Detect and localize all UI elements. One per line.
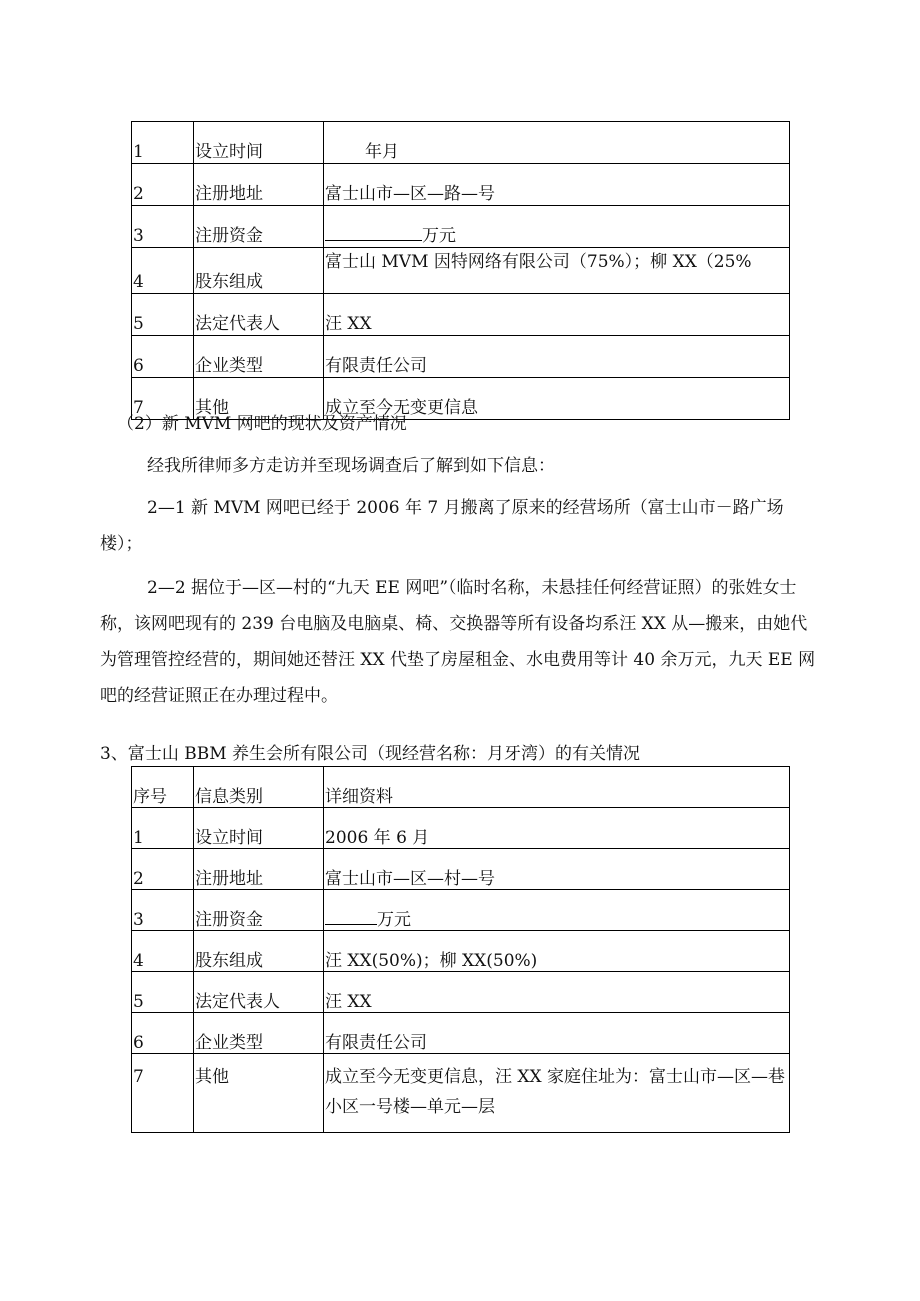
table-row <box>132 294 790 336</box>
section-2-paragraph-2: 2—2 据位于—区—村的“九天 EE 网吧”（临时名称，未悬挂任何经营证照）的张姓女士称，该网吧现有的 239 台电脑及电脑桌、椅、交换器等所有设备均系汪 XX 从—搬来，由她代为管理管控经营的，期间她还替汪 XX 代垫了房屋租金、水电费用等计 40 余万元，九天 EE 网吧的经营证照正在办理过程中。 <box>100 578 816 706</box>
value-text: 年月 <box>365 142 399 162</box>
row-value: 2006 年 6 月 <box>324 808 790 849</box>
header-number: 序号 <box>132 767 194 808</box>
row-value: 成立至今无变更信息 <box>324 378 790 420</box>
row-number: 5 <box>132 294 194 336</box>
blank-underline <box>325 908 377 925</box>
row-label: 设立时间 <box>194 122 324 164</box>
table-row <box>132 336 790 378</box>
row-number: 5 <box>132 972 194 1013</box>
value-text: 万元 <box>377 910 411 930</box>
row-number: 4 <box>132 248 194 294</box>
section-2-heading: （2）新 MVM 网吧的现状及资产情况 <box>117 414 407 434</box>
value-text: 万元 <box>422 226 456 246</box>
row-value: 汪 XX(50%)；柳 XX(50%) <box>324 931 790 972</box>
row-value: 富士山市—区—路—号 <box>324 164 790 206</box>
section-2-intro: 经我所律师多方走访并至现场调查后了解到如下信息： <box>147 456 555 476</box>
row-value <box>324 122 790 164</box>
row-label: 法定代表人 <box>194 294 324 336</box>
row-number: 2 <box>132 164 194 206</box>
row-label: 注册资金 <box>194 206 324 248</box>
company-info-table-1 <box>131 121 790 420</box>
row-number: 2 <box>132 849 194 890</box>
header-label: 信息类别 <box>194 767 324 808</box>
row-label: 企业类型 <box>194 1013 324 1054</box>
row-label: 法定代表人 <box>194 972 324 1013</box>
table-header-row <box>132 767 790 808</box>
row-number: 7 <box>132 1054 194 1133</box>
table-row <box>132 206 790 248</box>
row-number: 4 <box>132 931 194 972</box>
table-row <box>132 972 790 1013</box>
table-row <box>132 248 790 294</box>
table-row <box>132 849 790 890</box>
row-label: 注册地址 <box>194 164 324 206</box>
row-value: 有限责任公司 <box>324 1013 790 1054</box>
section-3-heading: 3、富士山 BBM 养生会所有限公司（现经营名称：月牙湾）的有关情况 <box>100 744 641 764</box>
row-value: 汪 XX <box>324 294 790 336</box>
row-number: 6 <box>132 336 194 378</box>
table-row <box>132 122 790 164</box>
table-row <box>132 1054 790 1133</box>
row-value: 富士山 MVM 因特网络有限公司（75%）；柳 XX（25% <box>324 248 790 294</box>
row-label: 股东组成 <box>194 248 324 294</box>
row-label: 企业类型 <box>194 336 324 378</box>
row-label: 股东组成 <box>194 931 324 972</box>
row-value: 富士山市—区—村—号 <box>324 849 790 890</box>
blank-underline <box>325 224 422 241</box>
row-number: 7 <box>132 378 194 420</box>
row-value <box>324 890 790 931</box>
row-number: 6 <box>132 1013 194 1054</box>
row-number: 3 <box>132 206 194 248</box>
row-value: 汪 XX <box>324 972 790 1013</box>
table-row <box>132 890 790 931</box>
row-label: 注册资金 <box>194 890 324 931</box>
row-number: 3 <box>132 890 194 931</box>
row-label: 注册地址 <box>194 849 324 890</box>
row-label: 其他 <box>194 1054 324 1133</box>
table-row <box>132 1013 790 1054</box>
company-info-table-2 <box>131 766 790 1133</box>
row-value <box>324 206 790 248</box>
table-row <box>132 931 790 972</box>
header-value: 详细资料 <box>324 767 790 808</box>
row-value: 有限责任公司 <box>324 336 790 378</box>
row-value: 成立至今无变更信息，汪 XX 家庭住址为：富士山市—区—巷小区一号楼—单元—层 <box>324 1054 790 1133</box>
table-row <box>132 808 790 849</box>
row-number: 1 <box>132 808 194 849</box>
row-label: 其他 <box>194 378 324 420</box>
row-number: 1 <box>132 122 194 164</box>
table-row <box>132 164 790 206</box>
section-2-paragraph-1: 2—1 新 MVM 网吧已经于 2006 年 7 月搬离了原来的经营场所（富士山市－路广场楼）； <box>100 498 784 554</box>
row-label: 设立时间 <box>194 808 324 849</box>
